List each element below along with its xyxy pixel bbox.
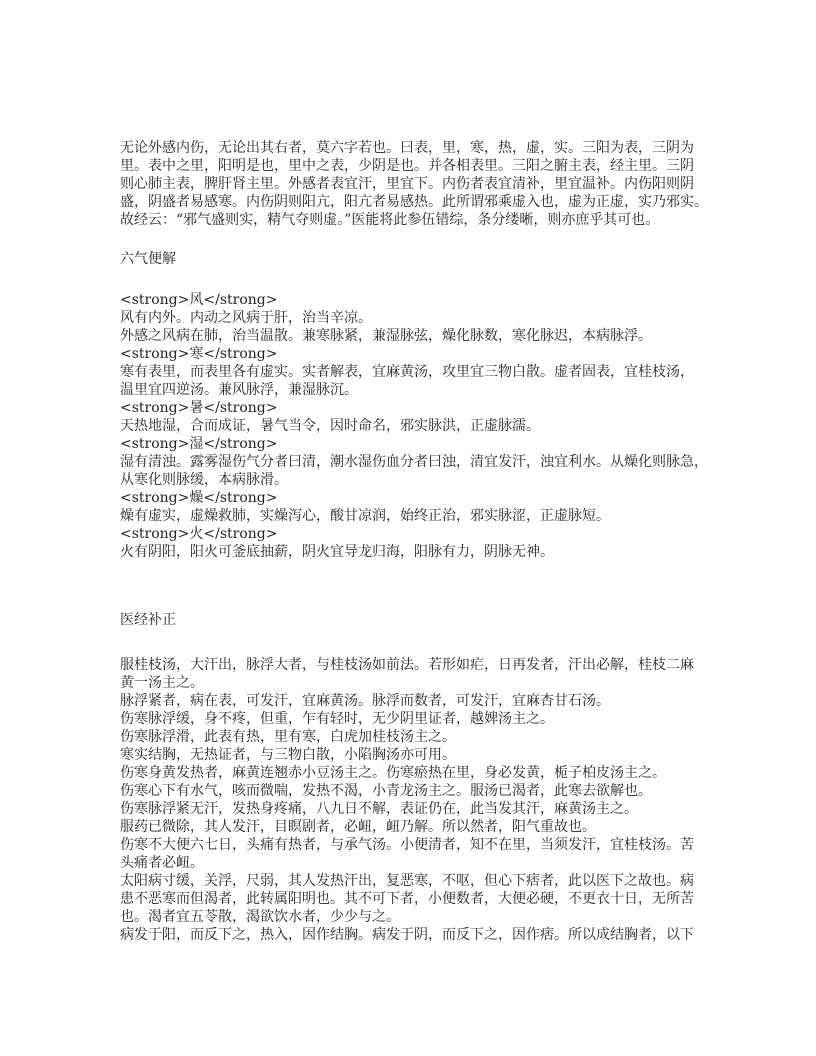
section-liuqi-body — [120, 291, 720, 561]
text-line: 病发于阳，而反下之，热入，因作结胸。病发于阴，而反下之，因作痞。所以成结胸者，以下 — [120, 927, 694, 943]
text-line: 则心肺主表，脾肝肾主里。外感者表宜汗，里宜下。内伤者表宜清补，里宜温补。内伤阳则阴 — [120, 176, 694, 192]
text-line: 无论外感内伤，无论出其右者，莫六字若也。曰表，里，寒，热，虚，实。三阳为表，三阴为 — [120, 140, 694, 156]
text-line: 患不恶寒而但渴者，此转属阳明也。其不可下者，小便数者，大便必硬，不更衣十日，无所苦 — [120, 891, 694, 907]
text-line: 火有阴阳，阳火可釜底抽薪，阴火宜导龙归海，阳脉有力，阴脉无神。 — [120, 544, 554, 560]
text-line: 从寒化则脉缓，本病脉滑。 — [120, 472, 288, 488]
text-line: 伤寒身黄发热者，麻黄连翘赤小豆汤主之。伤寒瘀热在里，身必发黄，栀子柏皮汤主之。 — [120, 765, 666, 781]
text-line: 黄一汤主之。 — [120, 675, 204, 691]
text-line: 头痛者必衄。 — [120, 855, 204, 871]
text-line: <strong>寒</strong> — [120, 346, 278, 362]
text-line: 寒有表里，而表里各有虚实。实者解表，宜麻黄汤，攻里宜三物白散。虚者固表，宜桂枝汤， — [120, 364, 694, 380]
text-line: <strong>湿</strong> — [120, 436, 278, 452]
text-line: <strong>风</strong> — [120, 292, 278, 308]
text-line: 燥有虚实，虚燥救肺，实燥泻心，酸甘凉润，始终正治，邪实脉涩，正虚脉短。 — [120, 508, 610, 524]
text-line: 伤寒脉浮紧无汗，发热身疼痛，八九日不解，表证仍在，此当发其汗，麻黄汤主之。 — [120, 801, 638, 817]
text-line: 故经云：“邪气盛则实，精气夺则虚。”医能将此参伍错综，条分缕晰，则亦庶乎其可也。 — [120, 212, 660, 228]
text-line: 里。表中之里，阳明是也，里中之表，少阴是也。并各相表里。三阳之腑主表，经主里。三阴 — [120, 158, 694, 174]
text-line: 也。渴者宜五苓散，渴欲饮水者，少少与之。 — [120, 909, 400, 925]
text-line: 天热地湿，合而成证，暑气当令，因时命名，邪实脉洪，正虚脉濡。 — [120, 418, 540, 434]
text-line: 服桂枝汤，大汗出，脉浮大者，与桂枝汤如前法。若形如疟，日再发者，汗出必解，桂枝二麻 — [120, 657, 694, 673]
text-line: 伤寒脉浮缓，身不疼，但重，乍有轻时，无少阴里证者，越婢汤主之。 — [120, 711, 554, 727]
text-line: 寒实结胸，无热证者，与三物白散，小陷胸汤亦可用。 — [120, 747, 456, 763]
text-line: <strong>火</strong> — [120, 526, 278, 542]
text-line: 伤寒心下有水气，咳而微喘，发热不渴，小青龙汤主之。服汤已渴者，此寒去欲解也。 — [120, 783, 652, 799]
text-line: <strong>暑</strong> — [120, 400, 278, 416]
text-line: 伤寒不大便六七日，头痛有热者，与承气汤。小便清者，知不在里，当须发汗，宜桂枝汤。苦 — [120, 837, 694, 853]
text-line: 服药已微除，其人发汗，目瞑剧者，必衄，衄乃解。所以然者，阳气重故也。 — [120, 819, 596, 835]
text-line: 太阳病寸缓，关浮，尺弱，其人发热汗出，复恶寒，不呕，但心下痞者，此以医下之故也。病 — [120, 873, 694, 889]
text-line: <strong>燥</strong> — [120, 490, 278, 506]
text-line: 温里宜四逆汤。兼风脉浮，兼湿脉沉。 — [120, 382, 358, 398]
intro-paragraph — [120, 139, 720, 229]
text-line: 伤寒脉浮滑，此表有热，里有寒，白虎加桂枝汤主之。 — [120, 729, 456, 745]
text-line: 盛，阴盛者易感寒。内伤阴则阳亢，阳亢者易感热。此所谓邪乘虚入也，虚为正虚，实乃邪实。 — [120, 194, 708, 210]
text-line: 湿有清浊。露雾湿伤气分者曰清，潮水湿伤血分者曰浊，清宜发汗，浊宜利水。从燥化则脉急， — [120, 454, 708, 470]
section-yijing-body — [120, 656, 720, 944]
section-heading-liuqi: 六气便解 — [120, 251, 176, 267]
text-line: 外感之风病在肺，治当温散。兼寒脉紧，兼湿脉弦，燥化脉数，寒化脉迟，本病脉浮。 — [120, 328, 652, 344]
section-heading-yijing: 医经补正 — [120, 612, 176, 628]
text-line: 脉浮紧者，病在表，可发汗，宜麻黄汤。脉浮而数者，可发汗，宜麻杏甘石汤。 — [120, 693, 610, 709]
text-line: 风有内外。内动之风病于肝，治当辛凉。 — [120, 310, 372, 326]
